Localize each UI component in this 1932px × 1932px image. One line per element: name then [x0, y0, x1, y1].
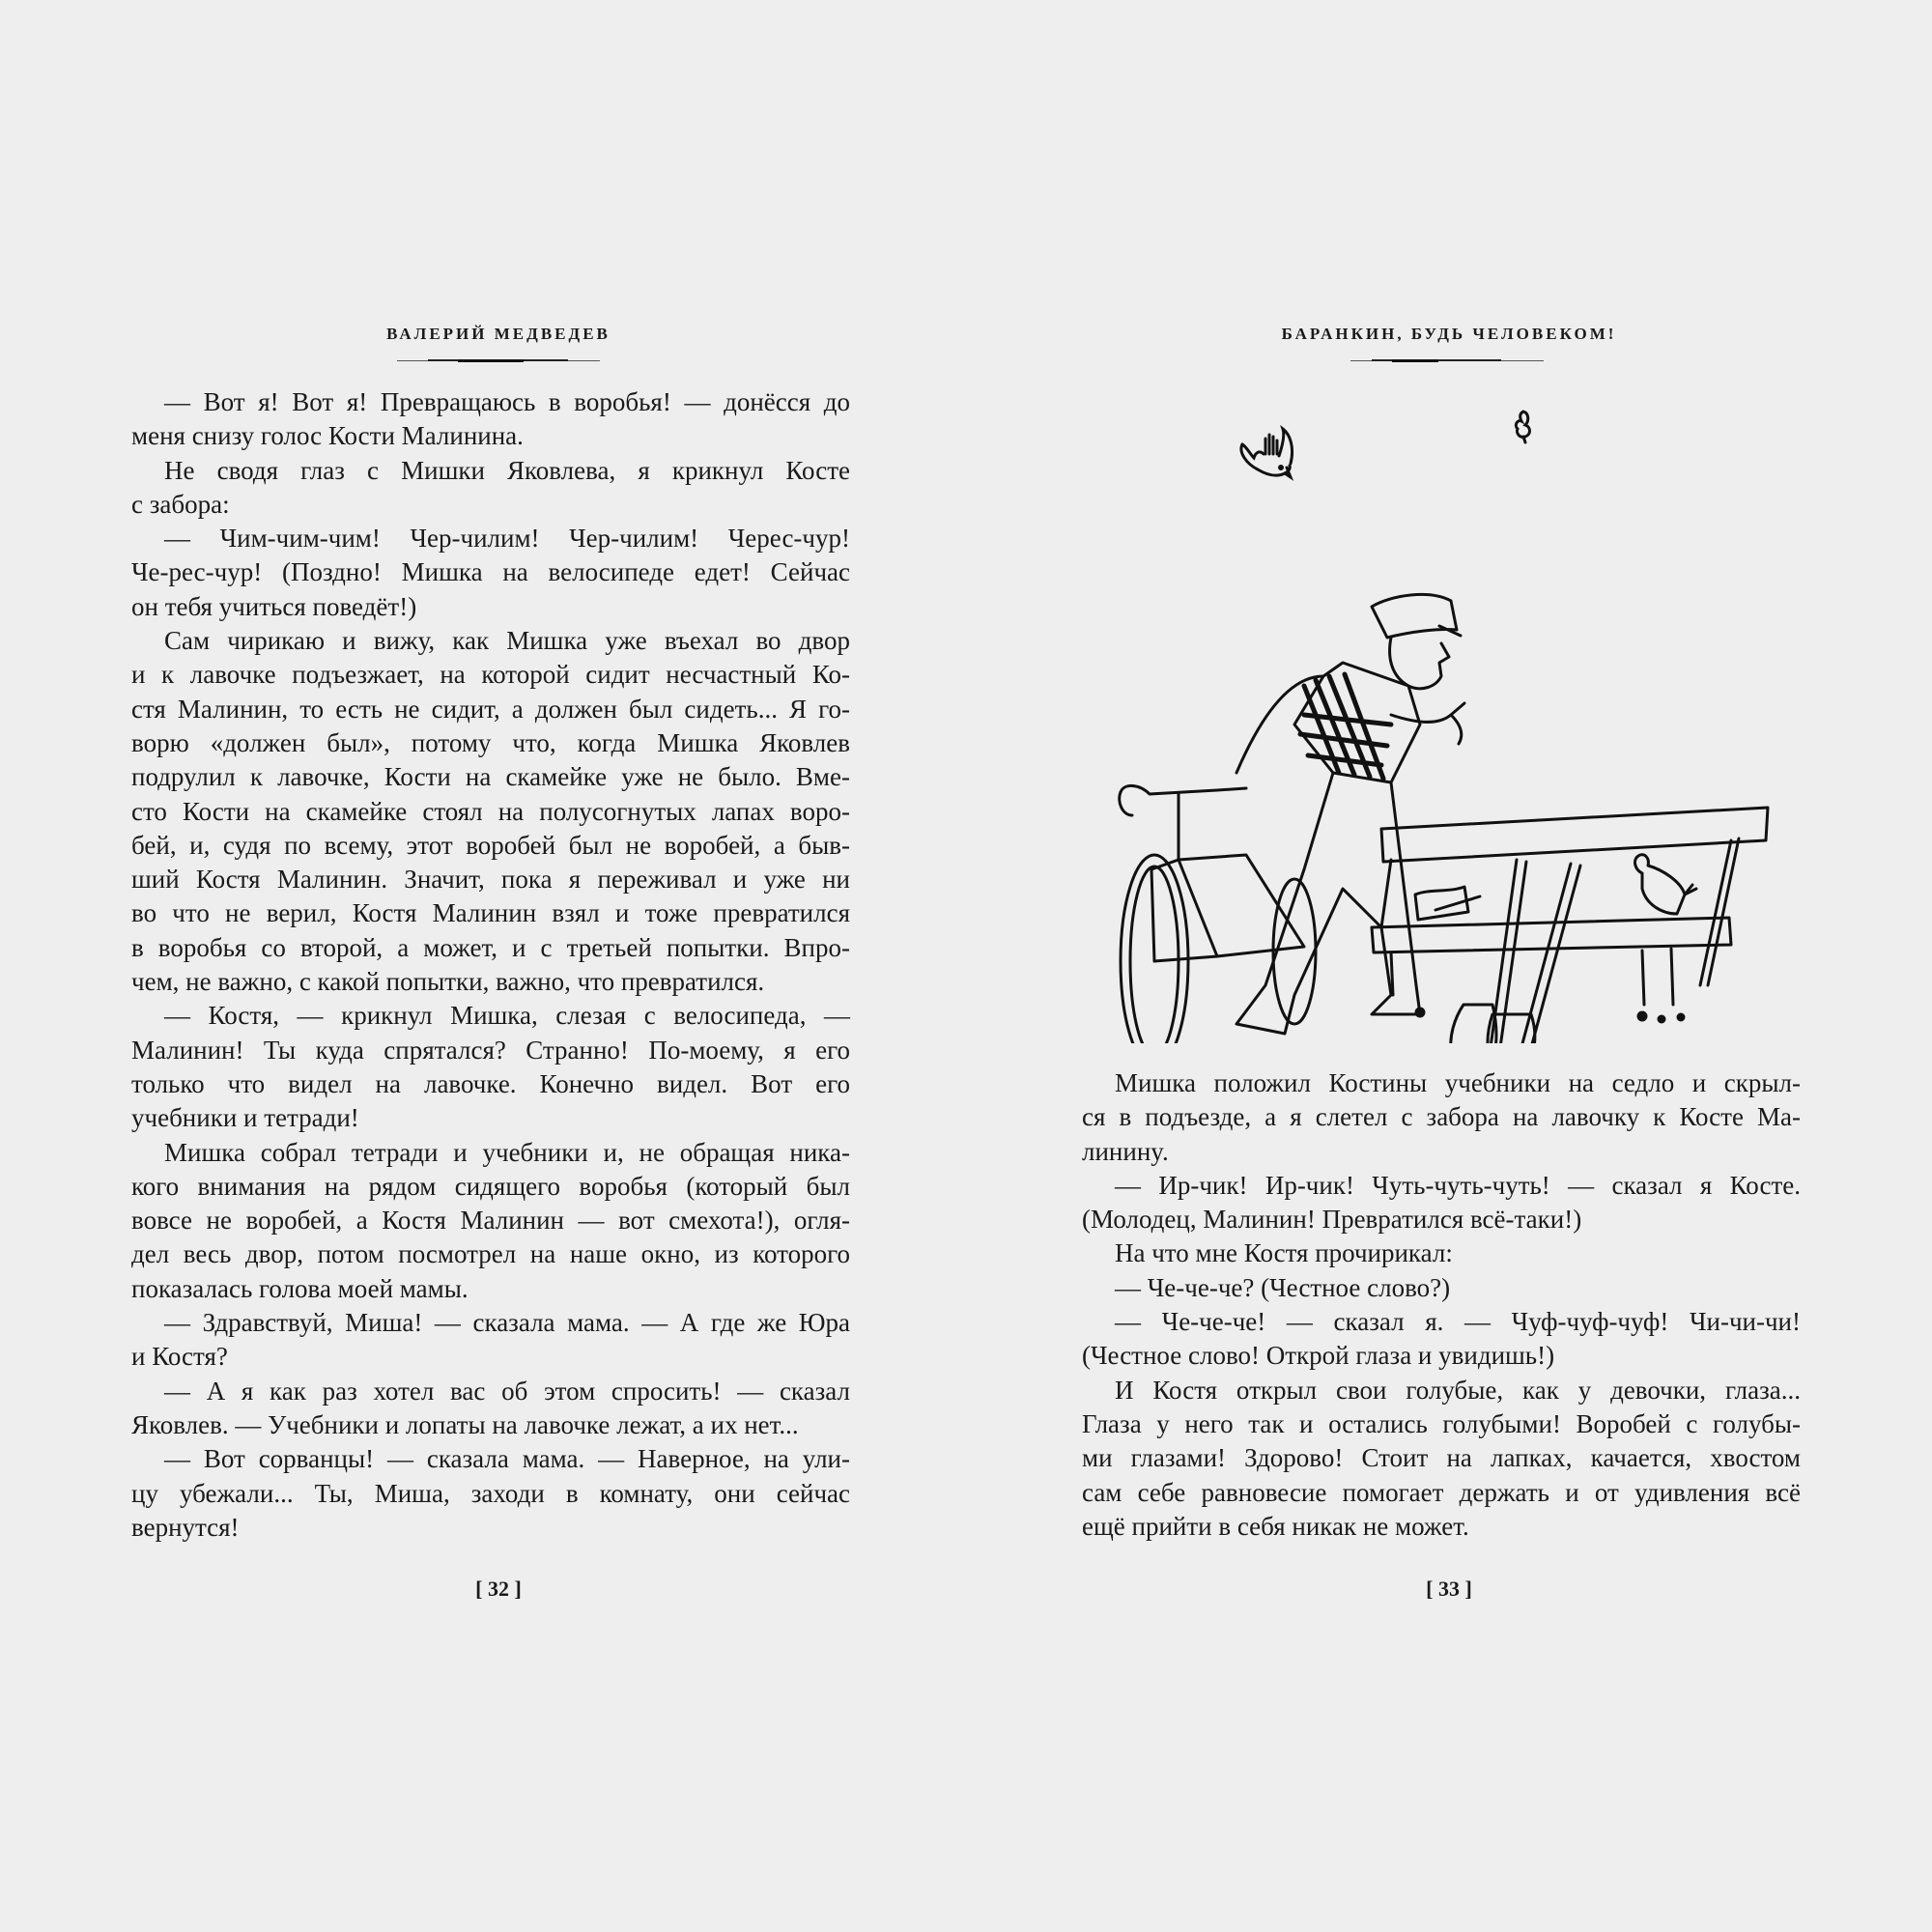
paragraph [1082, 1169, 1801, 1237]
text-line: Малинин! Ты куда спрятался? Странно! По-моему, я его [131, 1035, 850, 1065]
text-line: Мишка положил Костины учебники на седло и скрыл- [1115, 1068, 1801, 1097]
paragraph [131, 999, 850, 1135]
text-line: сто Кости на скамейке стоял на полусогнутых лапах воро- [131, 796, 850, 826]
text-line: вернутся! [131, 1512, 240, 1542]
text-line: ещё прийти в себя никак не может. [1082, 1511, 1469, 1541]
boy-arm-front [1391, 703, 1464, 744]
text-line: стя Малинин, то есть не сидит, а должен был сидеть... Я го- [131, 694, 850, 724]
text-line: ворю «должен был», потому что, когда Мишка Яковлев [131, 727, 850, 757]
boy-cap [1372, 594, 1461, 638]
text-line: с забора: [131, 489, 230, 519]
text-line: — Вот сорванцы! — сказала мама. — Наверное, на ули- [164, 1444, 850, 1474]
body-text [131, 385, 850, 1545]
text-line: — Ир-чик! Ир-чик! Чуть-чуть-чуть! — сказал я Косте. [1115, 1170, 1801, 1200]
paragraph [131, 1442, 850, 1545]
flying-sparrow-illustration [1236, 425, 1304, 493]
boy-arm-back [1236, 676, 1323, 773]
text-line: И Костя открыл свои голубые, как у девочки, глаза... [1115, 1375, 1801, 1405]
paragraph [1082, 1236, 1801, 1270]
small-flying-sparrow-illustration [1512, 408, 1535, 446]
text-line: Сам чирикаю и вижу, как Мишка уже въехал во двор [164, 626, 850, 656]
paragraph [131, 1136, 850, 1306]
page-number: [ 32 ] [475, 1577, 522, 1601]
running-head-title: БАРАНКИН, БУДЬ ЧЕЛОВЕКОМ! [1281, 325, 1617, 343]
text-line: только что видел на лавочке. Конечно видел. Вот его [131, 1068, 850, 1098]
text-line: ми глазами! Здорово! Стоит на лапках, качается, хвостом [1082, 1443, 1801, 1473]
page-number: [ 33 ] [1426, 1577, 1472, 1601]
text-line: Не сводя глаз с Мишки Яковлева, я крикнул Косте [164, 455, 850, 485]
text-line: Яковлев. — Учебники и лопаты на лавочке лежат, а их нет... [131, 1409, 799, 1439]
text-line: вовсе не воробей, а Костя Малинин — вот смехота!), огля- [131, 1206, 850, 1236]
shovel-2 [1507, 864, 1580, 1043]
text-line: (Молодец, Малинин! Превратился всё-таки!) [1082, 1205, 1582, 1235]
text-line: дел весь двор, потом посмотрел на наше окно, из которого [131, 1239, 850, 1269]
text-line: в воробья со второй, а может, и с третьей попытки. Впро- [131, 932, 850, 962]
text-line: лининy. [1082, 1136, 1169, 1166]
text-line: — Че-че-че! — сказал я. — Чуф-чуф-чуф! Чи-чи-чи! [1115, 1307, 1801, 1337]
text-line: ся в подъезде, а я слетел с забора на лавочку к Косте Ма- [1082, 1102, 1801, 1132]
text-line: сам себе равновесие помогает держать и от удивления всё [1082, 1477, 1801, 1507]
paragraph [131, 522, 850, 624]
text-line: — Костя, — крикнул Мишка, слезая с велосипеда, — [164, 1001, 850, 1031]
text-line: кого внимания на рядом сидящего воробья (который был [131, 1171, 850, 1201]
paragraph [1082, 1066, 1801, 1169]
paragraph [1082, 1305, 1801, 1374]
text-line: во что не верил, Костя Малинин взял и тоже превратился [131, 898, 850, 928]
paragraph [131, 1375, 850, 1443]
text-line: Глаза у него так и остались голубыми! Воробей с голубы- [1082, 1408, 1801, 1438]
books-icon [1415, 887, 1480, 920]
text-line: ший Костя Малинин. Значит, пока я переживал и уже ни [131, 865, 850, 895]
text-line: он тебя учиться поведёт!) [131, 591, 417, 621]
text-line: — А я как раз хотел вас об этом спросить! — сказал [164, 1376, 850, 1406]
paragraph [131, 1306, 850, 1375]
bench-back [1381, 808, 1768, 862]
text-line: — Вот я! Вот я! Превращаюсь в воробья! — донёсся до [164, 387, 850, 416]
text-line: бей, и, судя по всему, этот воробей был не воробей, а быв- [131, 830, 850, 860]
text-line: и к лавочке подъезжает, на которой сидит несчастный Ко- [131, 660, 850, 690]
running-head-author: ВАЛЕРИЙ МЕДВЕДЕВ [386, 325, 611, 343]
sparrow-on-bench-icon [1635, 855, 1696, 914]
header-rule [397, 359, 600, 362]
text-line: чем, не важно, с какой попытки, важно, что превратился. [131, 967, 765, 997]
text-line: показалась голова моей мамы. [131, 1273, 469, 1303]
rule-thick [1392, 359, 1438, 362]
paragraph [1082, 1271, 1801, 1305]
text-line: — Чим-чим-чим! Чер-чилим! Чер-чилим! Черес-чур! [164, 524, 850, 554]
boy-bicycle-bench-illustration [1101, 580, 1797, 1043]
text-line: На что мне Костя прочирикал: [1115, 1238, 1453, 1268]
text-line: Мишка собрал тетради и учебники и, не обращая ника- [164, 1137, 850, 1167]
paragraph [131, 454, 850, 523]
text-line: — Че-че-че? (Честное слово?) [1115, 1272, 1451, 1302]
text-line: учебники и тетради! [131, 1103, 359, 1133]
text-line: и Костя? [131, 1342, 228, 1372]
paragraph [1082, 1374, 1801, 1544]
text-line: меня снизу голос Кости Малинина. [131, 421, 524, 451]
paragraph [131, 385, 850, 454]
text-line: (Честное слово! Открой глаза и увидишь!) [1082, 1341, 1555, 1371]
rule-thick [458, 359, 524, 362]
text-line: — Здравствуй, Миша! — сказала мама. — А где же Юра [164, 1308, 850, 1338]
header-rule [1350, 359, 1544, 362]
text-line: цу убежали... Ты, Миша, заходи в комнату, они сейчас [131, 1478, 850, 1508]
text-line: подрулил к лавочке, Кости на скамейке уже не было. Вме- [131, 762, 850, 792]
body-text [1082, 1066, 1801, 1544]
paragraph [131, 624, 850, 999]
text-line: Че-рес-чур! (Поздно! Мишка на велосипеде едет! Сейчас [131, 557, 850, 587]
